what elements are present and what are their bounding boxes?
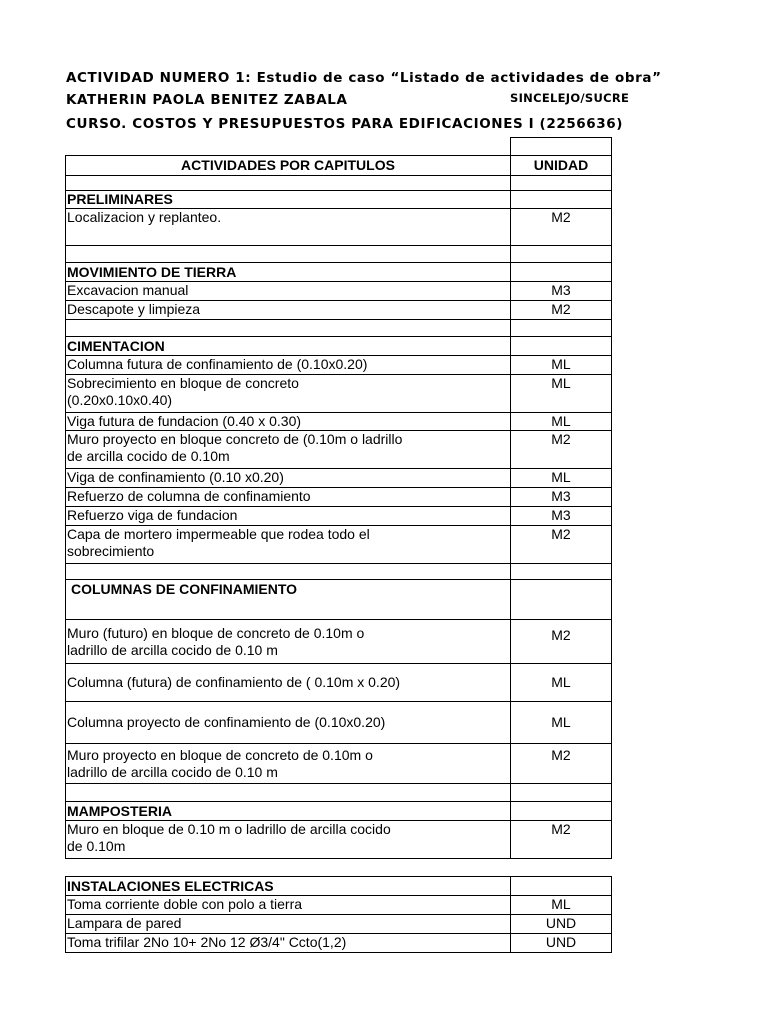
activity-unit: ML [511,896,612,915]
activity-unit: ML [511,469,612,488]
gap-row [66,859,612,877]
activity-description-line-2: ladrillo de arcilla cocido de 0.10 m [67,763,278,780]
column-header-unit: UNIDAD [511,156,612,176]
section-row [66,337,612,356]
activity-description-line-2: (0.20x0.10x0.40) [67,392,173,408]
table-row [66,469,612,488]
activity-description [66,431,511,469]
table-top-strip [66,138,612,156]
activity-description-line-2: de 0.10m [67,838,126,854]
table-row [66,301,612,320]
activity-unit: ML [511,413,612,431]
activity-description [66,620,511,664]
activity-unit: M3 [511,488,612,507]
city-label: SINCELEJO/SUCRE [510,91,630,105]
title-activity-description: Estudio de caso “Listado de actividades de obra” [251,70,662,86]
activity-description-line-2: sobrecimiento [67,543,155,559]
activity-description: Viga futura de fundacion (0.40 x 0.30) [66,413,511,431]
activity-description: Localizacion y replanteo. [66,209,511,246]
table-row [66,664,612,702]
table-row [66,702,612,744]
section-row [66,263,612,282]
activity-description-line-2: de arcilla cocido de 0.10m [67,448,230,464]
section-row [66,580,612,620]
spacer-row [66,320,612,337]
activity-description: Columna futura de confinamiento de (0.10x0.20) [66,356,511,375]
activity-description: Columna (futura) de confinamiento de ( 0.10m x 0.20) [66,664,511,702]
activity-unit: M2 [511,821,612,859]
activities-table [65,137,612,953]
spacer-row [66,176,612,191]
activity-unit: ML [511,375,612,413]
activity-unit: M2 [511,431,612,469]
activity-unit: UND [511,915,612,934]
table-row [66,282,612,301]
table-row [66,821,612,859]
activity-unit: ML [511,664,612,702]
title-activity-number: ACTIVIDAD NUMERO 1: [66,70,252,86]
table-row [66,488,612,507]
table-row [66,620,612,664]
activity-description-line-1: Muro proyecto en bloque concreto de (0.10m o ladrillo [67,431,403,447]
activity-description-line-1: Capa de mortero impermeable que rodea todo el [67,526,370,542]
section-preliminares: PRELIMINARES [66,191,511,209]
activity-description: Columna proyecto de confinamiento de (0.10x0.20) [66,702,511,744]
table-row [66,431,612,469]
activity-description-line-1: Muro proyecto en bloque de concreto de 0.10m o [67,746,373,763]
activity-description-line-1: Sobrecimiento en bloque de concreto [67,375,299,391]
activity-description: Refuerzo de columna de confinamiento [66,488,511,507]
activity-description-line-2: ladrillo de arcilla cocido de 0.10 m [67,641,278,658]
table-header-row [66,156,612,176]
course-title: CURSO. COSTOS Y PRESUPUESTOS PARA EDIFICACIONES I (2256636) [66,116,624,132]
table-row [66,507,612,526]
activity-unit: UND [511,934,612,953]
activity-unit: M2 [511,301,612,320]
student-name: KATHERIN PAOLA BENITEZ ZABALA [66,92,348,108]
activity-description [66,526,511,564]
table-row [66,356,612,375]
activity-description [66,744,511,784]
activity-description-line-1: Muro en bloque de 0.10 m o ladrillo de arcilla cocido [67,821,391,837]
spacer-row [66,784,612,802]
activity-description: Lampara de pared [66,915,511,934]
section-row [66,191,612,209]
activity-unit: M2 [511,744,612,784]
activity-unit: M3 [511,507,612,526]
spacer-row [66,246,612,263]
table-row [66,413,612,431]
activity-description: Toma trifilar 2No 10+ 2No 12 Ø3/4" Ccto(1,2) [66,934,511,953]
table-row [66,526,612,564]
activity-unit: M2 [511,209,612,246]
activity-description: Refuerzo viga de fundacion [66,507,511,526]
activity-unit: M3 [511,282,612,301]
activity-unit: ML [511,702,612,744]
table-row [66,934,612,953]
section-movimiento-de-tierra: MOVIMIENTO DE TIERRA [66,263,511,282]
table-row [66,375,612,413]
section-row [66,877,612,896]
section-row [66,802,612,821]
table-row [66,915,612,934]
table-row [66,209,612,246]
section-instalaciones-electricas: INSTALACIONES ELECTRICAS [66,877,511,896]
activity-unit: M2 [511,526,612,564]
activity-description: Descapote y limpieza [66,301,511,320]
activity-description: Viga de confinamiento (0.10 x0.20) [66,469,511,488]
activity-unit: ML [511,356,612,375]
activity-description [66,821,511,859]
document-title [66,68,673,88]
section-mamposteria: MAMPOSTERIA [66,802,511,821]
spacer-row [66,564,612,580]
column-header-activities: ACTIVIDADES POR CAPITULOS [66,156,511,176]
table-row [66,744,612,784]
activity-description-line-1: Muro (futuro) en bloque de concreto de 0.10m o [67,624,365,641]
activity-description [66,375,511,413]
table-row [66,896,612,915]
activity-description: Toma corriente doble con polo a tierra [66,896,511,915]
section-columnas-de-confinamiento: COLUMNAS DE CONFINAMIENTO [66,580,511,620]
section-cimentacion: CIMENTACION [66,337,511,356]
activity-description: Excavacion manual [66,282,511,301]
activity-unit: M2 [511,620,612,664]
